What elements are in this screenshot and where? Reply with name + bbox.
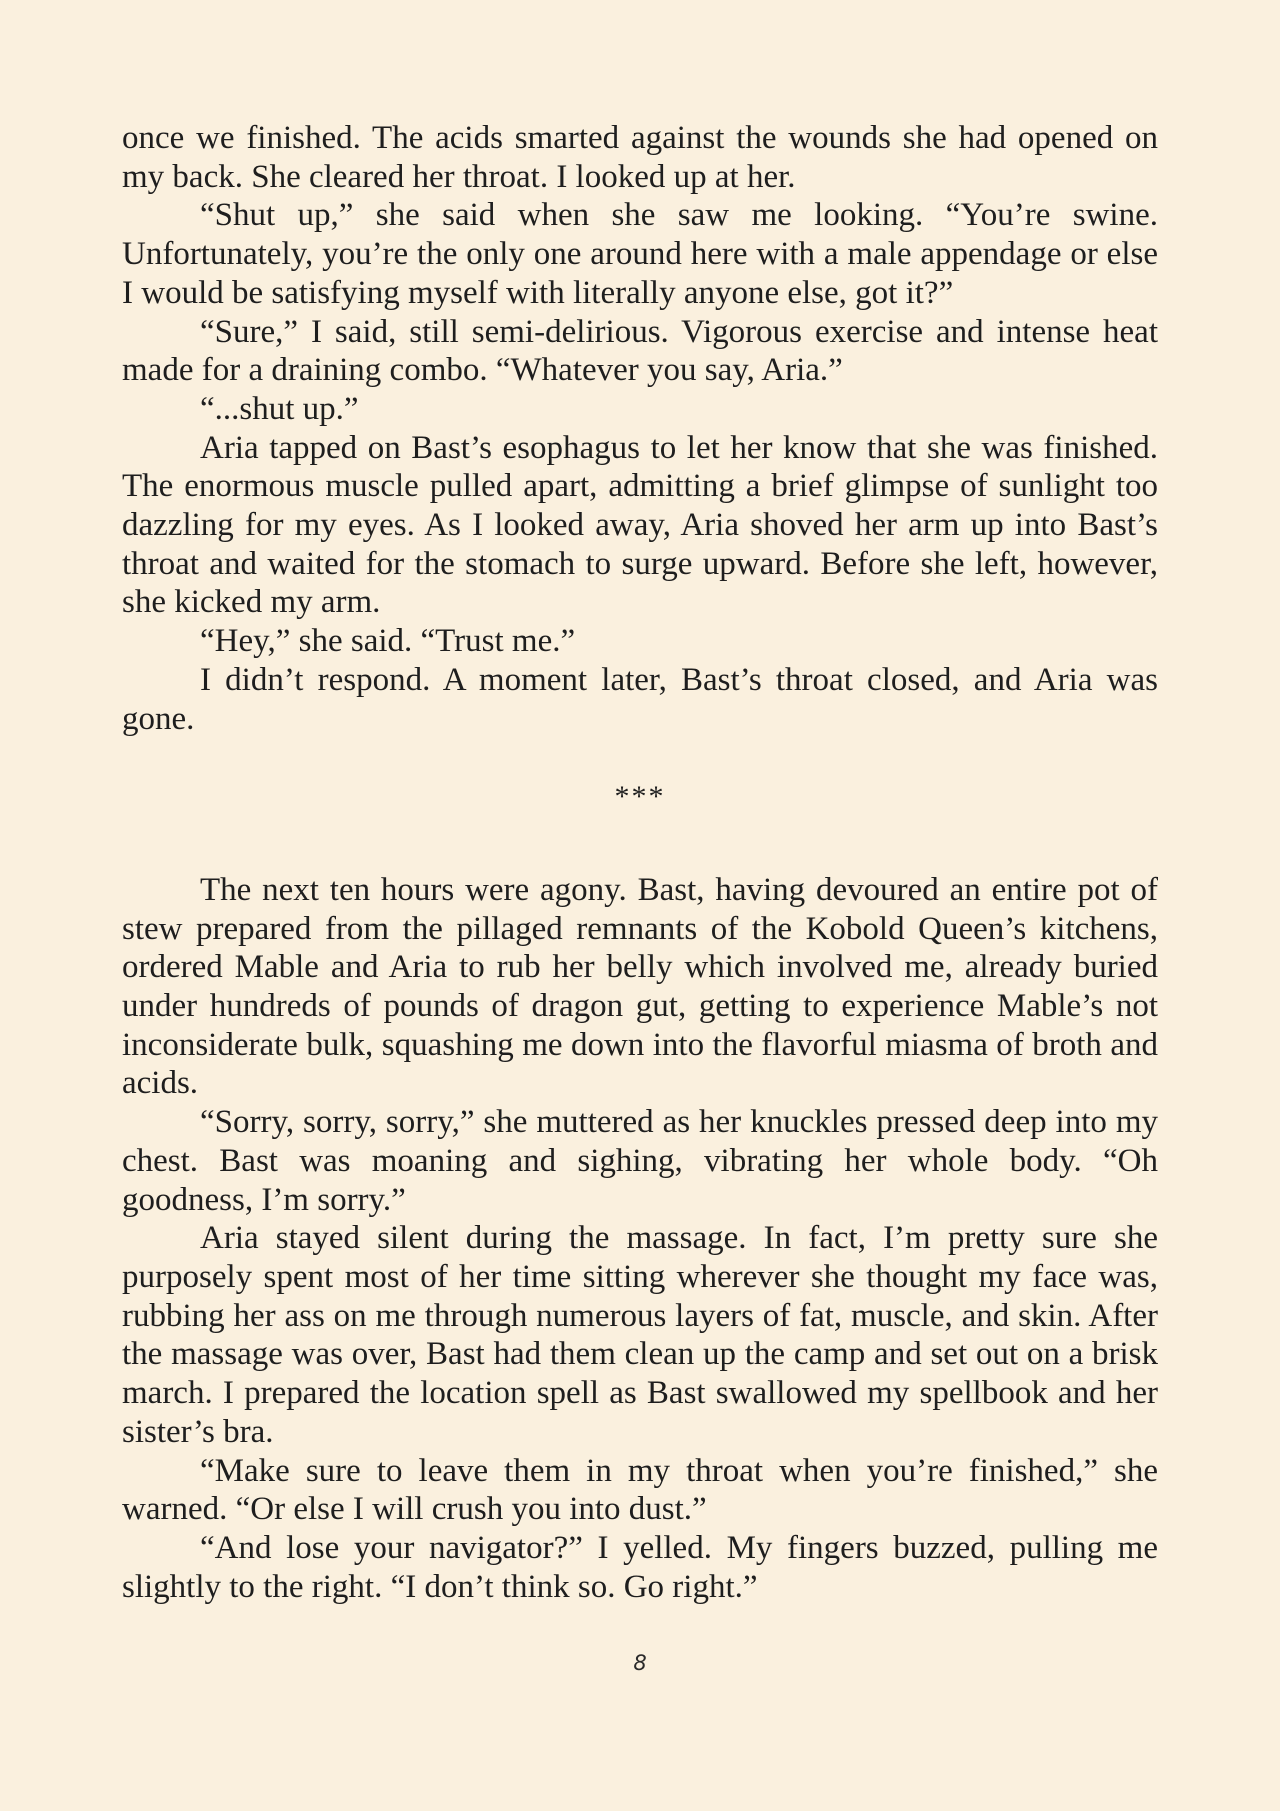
paragraph: “Hey,” she said. “Trust me.” (200, 623, 576, 660)
paragraph: I didn’t respond. A moment later, Bast’s throat closed, and Aria was gone. (122, 661, 1158, 737)
paragraph: “Make sure to leave them in my throat when you’re finished,” she warned. “Or else I will crush you into dust.” (122, 1452, 1158, 1528)
paragraph: “...shut up.” (200, 390, 359, 427)
paragraph: “Shut up,” she said when she saw me looking. “You’re swine. Unfortunately, you’re the only one around here with a male appendage or else I would be satisfying myself with literally anyone else, got it?” (122, 197, 1158, 311)
page-body (122, 119, 1158, 1606)
paragraph: The next ten hours were agony. Bast, having devoured an entire pot of stew prepared from the pillaged remnants of the Kobold Queen’s kitchens, ordered Mable and Aria to rub her belly which involved me, already buried under hundreds of pounds of dragon gut, getting to experience Mable’s not inconsiderate bulk, squashing me down into the flavorful miasma of broth and acids. (122, 871, 1158, 1102)
paragraph: “And lose your navigator?” I yelled. My fingers buzzed, pulling me slightly to the right. “I don’t think so. Go right.” (122, 1529, 1158, 1605)
paragraph: “Sorry, sorry, sorry,” she muttered as her knuckles pressed deep into my chest. Bast was moaning and sighing, vibrating her whole body. “Oh goodness, I’m sorry.” (122, 1104, 1158, 1218)
page-number: 8 (633, 1651, 647, 1675)
paragraph: “Sure,” I said, still semi-delirious. Vigorous exercise and intense heat made for a draining combo. “Whatever you say, Aria.” (122, 313, 1158, 389)
scene-break: *** (614, 780, 666, 814)
paragraph-continuation: once we finished. The acids smarted against the wounds she had opened on my back. She cleared her throat. I looked up at her. (122, 120, 1158, 195)
paragraph: Aria tapped on Bast’s esophagus to let her know that she was finished. The enormous muscle pulled apart, admitting a brief glimpse of sunlight too dazzling for my eyes. As I looked away, Aria shoved her arm up into Bast’s throat and waited for the stomach to surge upward. Before she left, however, she kicked my arm. (122, 429, 1158, 621)
paragraph: Aria stayed silent during the massage. In fact, I’m pretty sure she purposely spent most of her time sitting wherever she thought my face was, rubbing her ass on me through numerous layers of fat, muscle, and skin. After the massage was over, Bast had them clean up the camp and set out on a brisk march. I prepared the location spell as Bast swallowed my spellbook and her sister’s bra. (122, 1220, 1158, 1450)
